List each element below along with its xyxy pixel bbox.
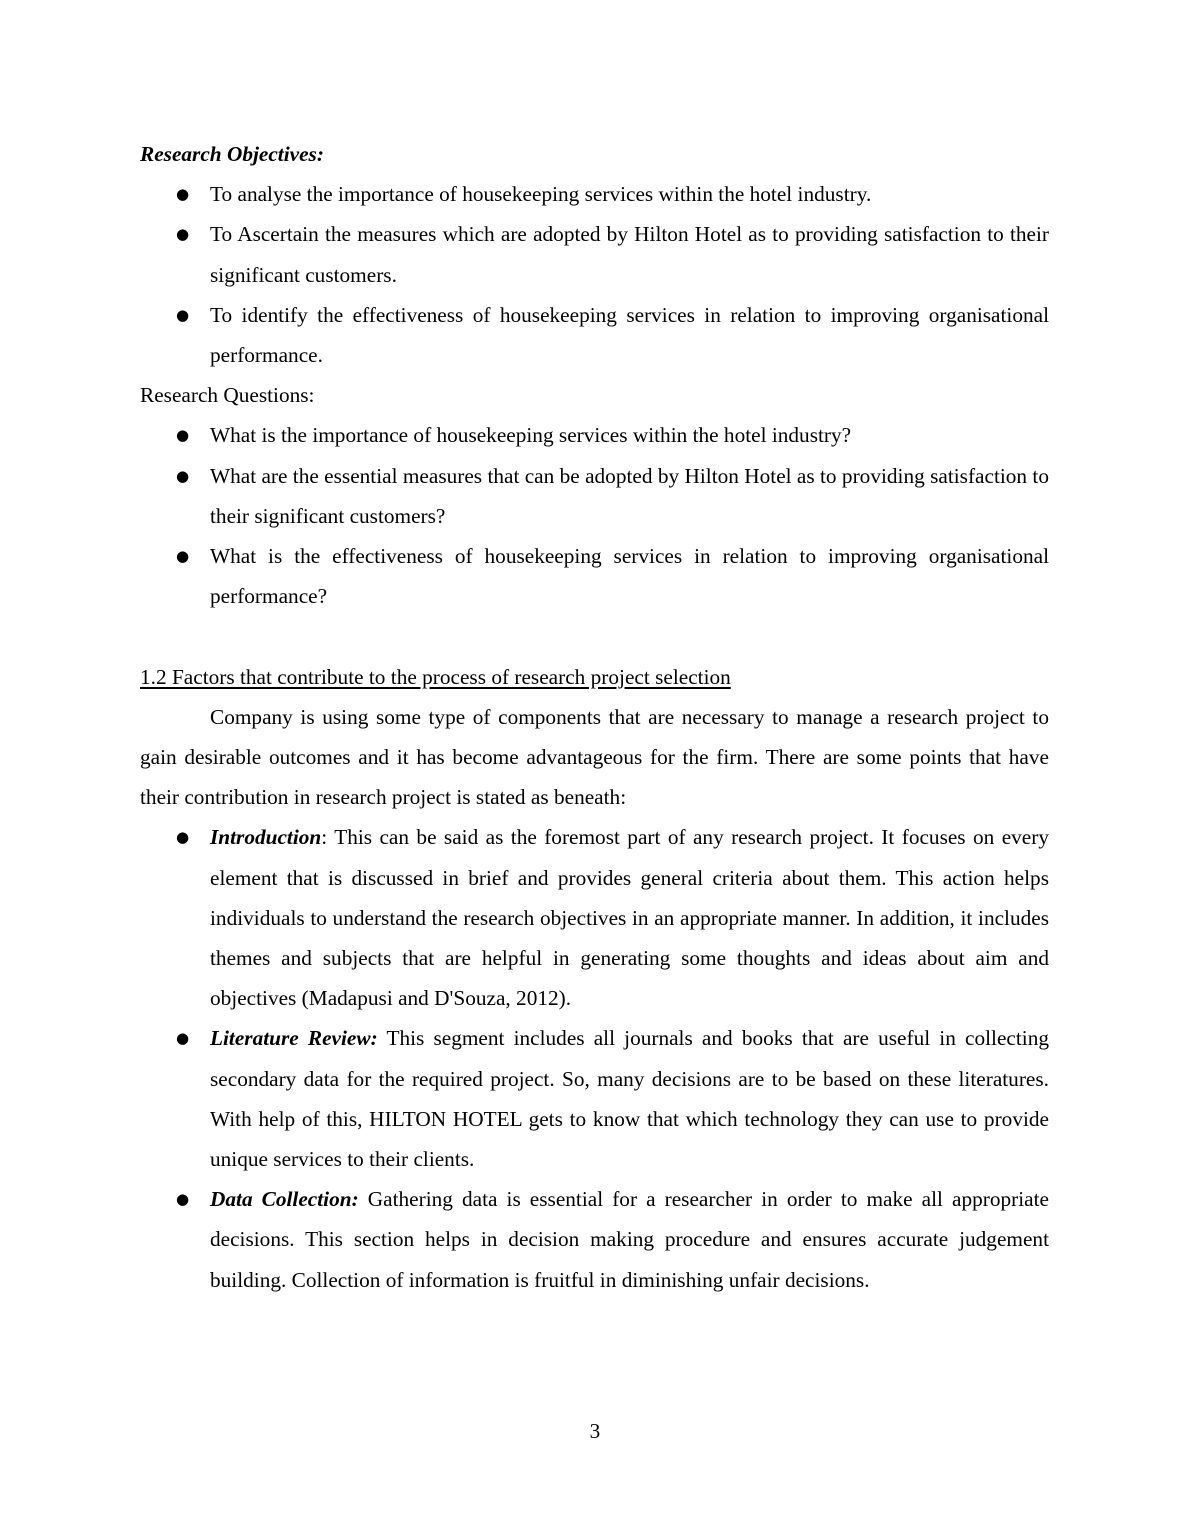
research-objectives-heading: Research Objectives:	[140, 142, 324, 166]
objectives-list	[140, 174, 1049, 375]
bullet-icon: ●	[176, 828, 190, 847]
list-item	[140, 174, 1049, 214]
list-item	[140, 415, 1049, 455]
bullet-icon: ●	[176, 547, 190, 566]
question-text: What is the importance of housekeeping services within the hotel industry?	[210, 423, 852, 448]
list-item	[140, 295, 1049, 375]
factor-term: Data Collection:	[210, 1187, 359, 1212]
question-text: What is the effectiveness of housekeeping services in relation to improving organisational performance?	[210, 544, 1049, 609]
list-item	[140, 1179, 1049, 1300]
factor-term: Literature Review:	[210, 1026, 378, 1051]
section-intro-paragraph: Company is using some type of components that are necessary to manage a research project to gain desirable outcomes and it has become advantageous for the firm. There are some points that have their contribution in research project is stated as beneath:	[140, 704, 1049, 810]
factors-list	[140, 817, 1049, 1299]
page-content	[140, 134, 1049, 1300]
question-text: What are the essential measures that can be adopted by Hilton Hotel as to providing satisfaction to their significant customers?	[210, 463, 1049, 528]
factor-text: Gathering data is essential for a researcher in order to make all appropriate decisions. This section helps in decision making procedure and ensures accurate judgement building. Collection of information is fruitful in diminishing unfair decisions.	[210, 1187, 1049, 1292]
objective-text: To analyse the importance of housekeeping services within the hotel industry.	[210, 182, 872, 207]
factor-text: This segment includes all journals and books that are useful in collecting secondary data for the required project. So, many decisions are to be based on these literatures. With help of this, HILTON HOTEL gets to know that which technology they can use to provide unique services to their clients.	[210, 1026, 1049, 1172]
section-heading: 1.2 Factors that contribute to the process of research project selection	[140, 664, 731, 689]
bullet-icon: ●	[176, 305, 190, 324]
bullet-icon: ●	[176, 185, 190, 204]
bullet-icon: ●	[176, 225, 190, 244]
bullet-icon: ●	[176, 1029, 190, 1048]
factor-term: Introduction	[210, 825, 322, 850]
questions-list	[140, 415, 1049, 616]
objective-text: To Ascertain the measures which are adopted by Hilton Hotel as to providing satisfaction to their significant customers.	[210, 222, 1049, 287]
list-item	[140, 1018, 1049, 1179]
list-item	[140, 214, 1049, 294]
bullet-icon: ●	[176, 426, 190, 445]
page-number: 3	[589, 1419, 601, 1443]
list-item	[140, 817, 1049, 1018]
bullet-icon: ●	[176, 1190, 190, 1209]
list-item	[140, 536, 1049, 616]
objective-text: To identify the effectiveness of housekeeping services in relation to improving organisational performance.	[210, 302, 1049, 368]
factor-text: : This can be said as the foremost part of any research project. It focuses on every element that is discussed in brief and provides general criteria about them. This action helps individuals to understand the research objectives in an appropriate manner. In addition, it includes themes and subjects that are helpful in generating some thoughts and ideas about aim and objectives (Madapusi and D'Souza, 2012).	[210, 825, 1049, 1011]
list-item	[140, 456, 1049, 536]
bullet-icon: ●	[176, 466, 190, 485]
research-questions-heading: Research Questions:	[140, 383, 315, 408]
